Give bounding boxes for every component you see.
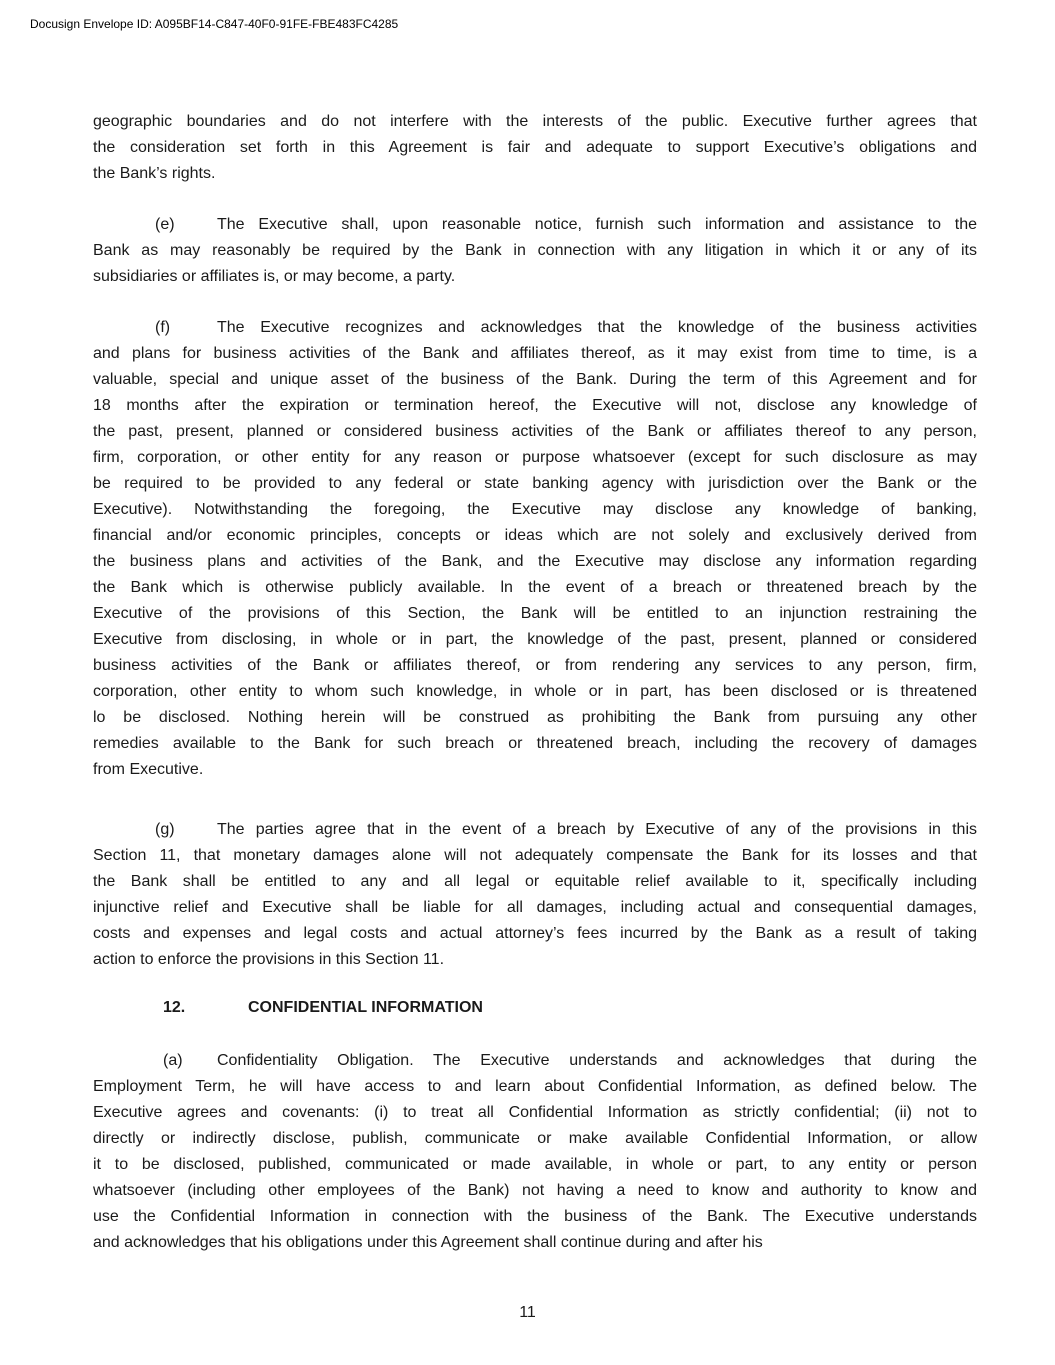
text-line: 18 months after the expiration or termination hereof, the Executive will not, disclose any knowledge of xyxy=(93,397,977,414)
paragraph-label: (g) xyxy=(155,821,175,838)
text-line: Executive of the provisions of this Section, the Bank will be entitled to an injunction restraining the xyxy=(93,605,977,622)
line-text: The Executive shall, upon reasonable notice, furnish such information and assistance to the xyxy=(217,216,977,233)
text-line: remedies available to the Bank for such breach or threatened breach, including the recovery of damages xyxy=(93,735,977,752)
text-line: the consideration set forth in this Agreement is fair and adequate to support Executive’s obligations and xyxy=(93,139,977,156)
paragraph-continuation xyxy=(93,109,977,187)
text-line: business activities of the Bank or affiliates thereof, or from rendering any services to any person, firm, xyxy=(93,657,977,674)
text-line: and acknowledges that his obligations under this Agreement shall continue during and after his xyxy=(93,1234,763,1251)
text-line: geographic boundaries and do not interfere with the interests of the public. Executive further agrees that xyxy=(93,113,977,130)
text-line xyxy=(93,817,977,843)
page-number: 11 xyxy=(519,1304,536,1321)
section-heading xyxy=(163,999,483,1017)
line-text: Confidentiality Obligation. The Executive understands and acknowledges that during the xyxy=(217,1052,977,1069)
paragraph-g xyxy=(93,817,977,973)
text-line: the Bank which is otherwise publicly available. ln the event of a breach or threatened breach by the xyxy=(93,579,977,596)
paragraph-e xyxy=(93,212,977,290)
text-line: subsidiaries or affiliates is, or may become, a party. xyxy=(93,268,456,285)
text-line: firm, corporation, or other entity for any reason or purpose whatsoever (except for such disclosure as may xyxy=(93,449,977,466)
text-line: Section 11, that monetary damages alone will not adequately compensate the Bank for its losses and that xyxy=(93,847,977,864)
text-line: financial and/or economic principles, concepts or ideas which are not solely and exclusively derived from xyxy=(93,527,977,544)
text-line: from Executive. xyxy=(93,761,204,778)
text-line: Executive agrees and covenants: (i) to treat all Confidential Information as strictly confidential; (ii) not to xyxy=(93,1104,977,1121)
text-line: valuable, special and unique asset of the business of the Bank. During the term of this Agreement and for xyxy=(93,371,977,388)
paragraph-label: (f) xyxy=(155,319,171,336)
text-line: be required to be provided to any federal or state banking agency with jurisdiction over the Bank or the xyxy=(93,475,977,492)
text-line: whatsoever (including other employees of the Bank) not having a need to know and authority to know and xyxy=(93,1182,977,1199)
text-line: Employment Term, he will have access to and learn about Confidential Information, as defined below. The xyxy=(93,1078,977,1095)
text-line: the business plans and activities of the Bank, and the Executive may disclose any information regarding xyxy=(93,553,977,570)
text-line: lo be disclosed. Nothing herein will be construed as prohibiting the Bank from pursuing any other xyxy=(93,709,977,726)
text-line xyxy=(93,212,977,238)
paragraph-label: (e) xyxy=(155,216,175,233)
text-line: costs and expenses and legal costs and actual attorney’s fees incurred by the Bank as a result of taking xyxy=(93,925,977,942)
section-number: 12. xyxy=(163,999,186,1016)
paragraph-a xyxy=(93,1048,977,1256)
section-title: CONFIDENTIAL INFORMATION xyxy=(248,999,483,1016)
line-text: The Executive recognizes and acknowledges that the knowledge of the business activities xyxy=(217,319,977,336)
text-line: the Bank shall be entitled to any and all legal or equitable relief available to it, specifically including xyxy=(93,873,977,890)
text-line: use the Confidential Information in connection with the business of the Bank. The Executive understands xyxy=(93,1208,977,1225)
text-line xyxy=(93,1048,977,1074)
text-line: Executive from disclosing, in whole or in part, the knowledge of the past, present, planned or considered xyxy=(93,631,977,648)
text-line xyxy=(93,315,977,341)
text-line: Bank as may reasonably be required by the Bank in connection with any litigation in which it or any of its xyxy=(93,242,977,259)
text-line: Executive). Notwithstanding the foregoing, the Executive may disclose any knowledge of banking, xyxy=(93,501,977,518)
text-line: the Bank’s rights. xyxy=(93,165,216,182)
text-line: the past, present, planned or considered business activities of the Bank or affiliates thereof to any person, xyxy=(93,423,977,440)
text-line: and plans for business activities of the Bank and affiliates thereof, as it may exist from time to time, is a xyxy=(93,345,977,362)
line-text: The parties agree that in the event of a breach by Executive of any of the provisions in this xyxy=(217,821,977,838)
text-line: directly or indirectly disclose, publish, communicate or make available Confidential Information, or allow xyxy=(93,1130,977,1147)
text-line: it to be disclosed, published, communicated or made available, in whole or part, to any entity or person xyxy=(93,1156,977,1173)
docusign-envelope-id: Docusign Envelope ID: A095BF14-C847-40F0-91FE-FBE483FC4285 xyxy=(30,17,399,31)
paragraph-f xyxy=(93,315,977,783)
text-line: injunctive relief and Executive shall be liable for all damages, including actual and consequential damages, xyxy=(93,899,977,916)
paragraph-label: (a) xyxy=(163,1052,183,1069)
text-line: corporation, other entity to whom such knowledge, in whole or in part, has been disclosed or is threatened xyxy=(93,683,977,700)
text-line: action to enforce the provisions in this Section 11. xyxy=(93,951,445,968)
